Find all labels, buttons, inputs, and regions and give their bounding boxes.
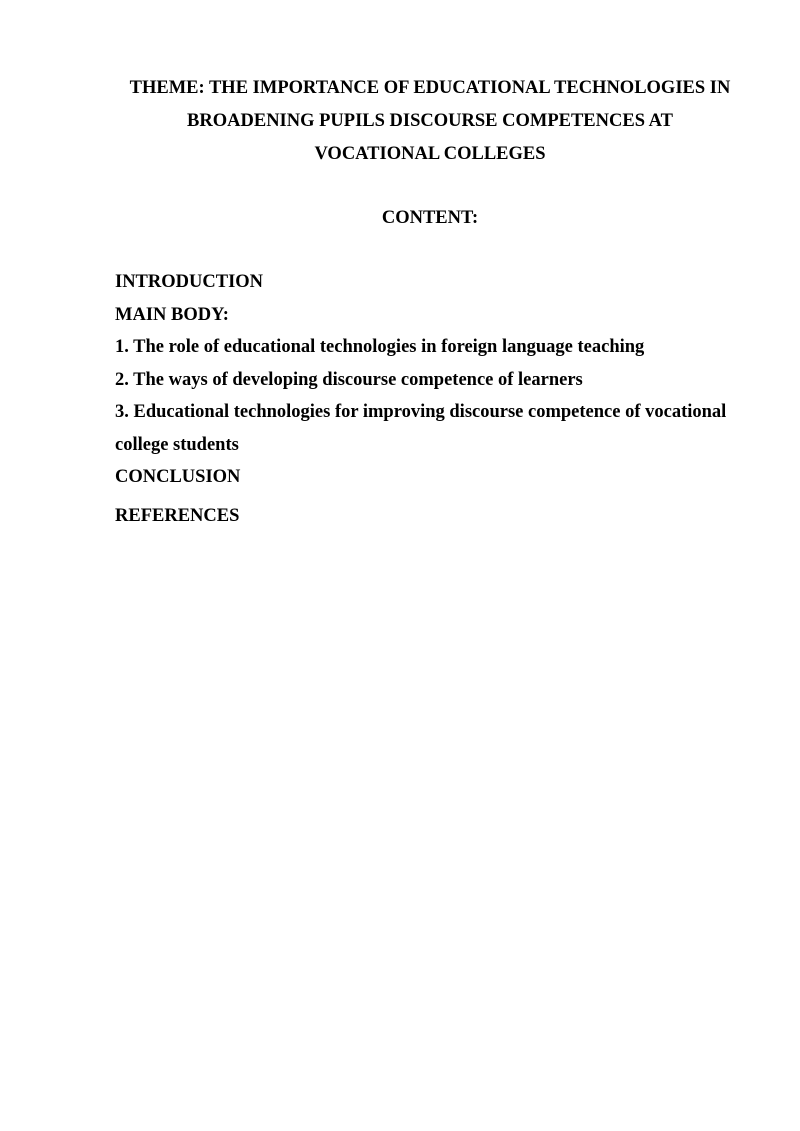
toc-item-2: 2. The ways of developing discourse competence of learners xyxy=(115,369,583,390)
document-title xyxy=(100,72,760,171)
toc-item-3-line-2: college students xyxy=(115,434,239,455)
table-of-contents xyxy=(115,266,745,532)
title-line-2: BROADENING PUPILS DISCOURSE COMPETENCES AT xyxy=(187,111,673,131)
toc-item-1: 1. The role of educational technologies in foreign language teaching xyxy=(115,337,645,357)
title-line-3: VOCATIONAL COLLEGES xyxy=(314,144,546,164)
toc-conclusion: CONCLUSION xyxy=(115,467,241,487)
content-heading: CONTENT: xyxy=(381,208,479,228)
toc-introduction: INTRODUCTION xyxy=(115,272,264,292)
title-line-1: THEME: THE IMPORTANCE OF EDUCATIONAL TECHNOLOGIES IN xyxy=(129,78,731,98)
toc-item-3-line-1: 3. Educational technologies for improving discourse competence of vocational xyxy=(115,402,727,422)
toc-references: REFERENCES xyxy=(115,505,240,526)
toc-main-body: MAIN BODY: xyxy=(115,304,229,325)
